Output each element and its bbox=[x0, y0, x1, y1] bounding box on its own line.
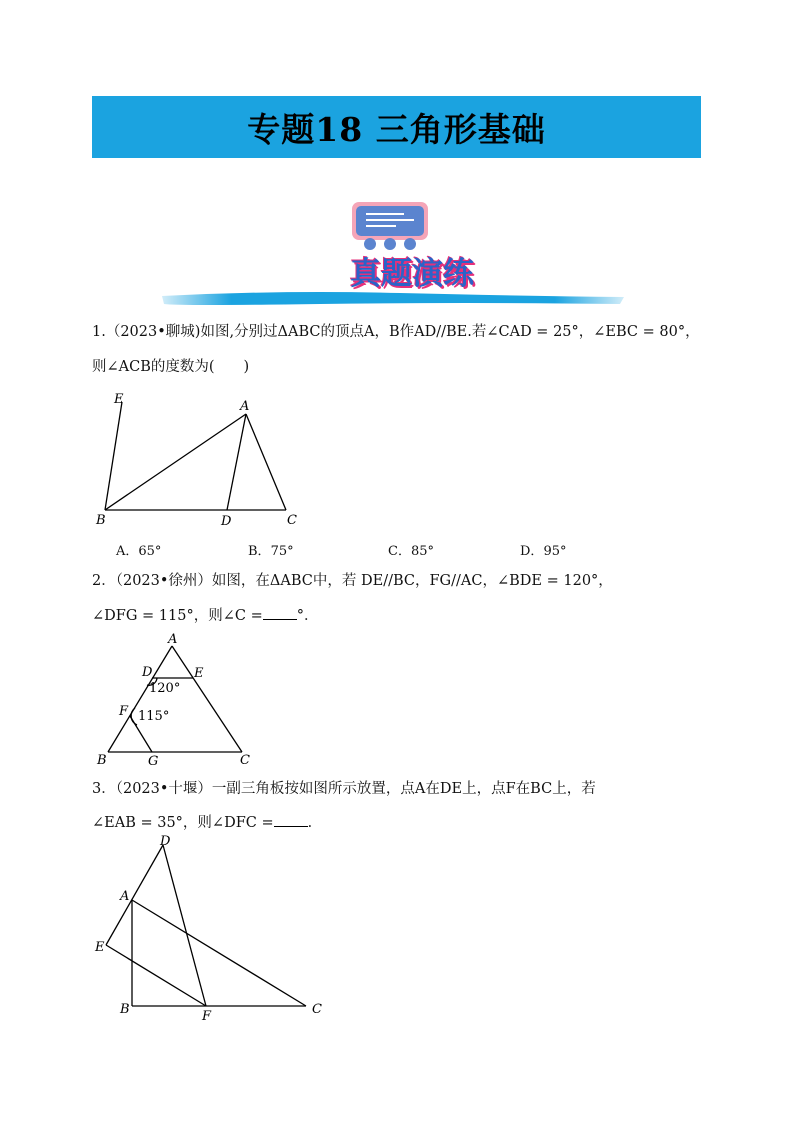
point-label-d: D bbox=[221, 514, 232, 529]
point-label-d: D bbox=[160, 834, 171, 849]
point-label-c: C bbox=[240, 753, 250, 768]
angle-arc-dfg bbox=[131, 708, 137, 725]
question-3-line-1: 3．（2023•十堰）一副三角板按如图所示放置，点A在DE上，点F在BC上，若 bbox=[92, 781, 596, 797]
question-2-line-2: ∠DFG = 115°，则∠C = °． bbox=[92, 605, 318, 626]
line-ad bbox=[227, 414, 246, 510]
figure-1 bbox=[92, 388, 312, 533]
figure-3 bbox=[92, 832, 332, 1022]
point-label-b: B bbox=[120, 1002, 130, 1017]
title-banner bbox=[92, 96, 701, 158]
choice-b[interactable]: B．75° bbox=[248, 544, 294, 559]
section-label: 真题演练 bbox=[350, 256, 474, 292]
choice-d[interactable]: D．95° bbox=[520, 544, 567, 559]
point-label-b: B bbox=[96, 513, 106, 528]
question-3-line-2: ∠EAB = 35°，则∠DFC = ． bbox=[92, 812, 322, 833]
point-label-f: F bbox=[119, 704, 129, 719]
angle-label-120: 120° bbox=[149, 681, 181, 696]
point-label-a: A bbox=[120, 889, 130, 904]
choice-c[interactable]: C．85° bbox=[388, 544, 434, 559]
chat-bubble-icon bbox=[352, 202, 428, 250]
point-label-e: E bbox=[114, 392, 124, 407]
point-label-c: C bbox=[312, 1002, 322, 1017]
line-ac bbox=[132, 900, 306, 1006]
point-label-e: E bbox=[194, 666, 204, 681]
point-label-a: A bbox=[240, 399, 250, 414]
point-label-b: B bbox=[97, 753, 107, 768]
line-de bbox=[106, 845, 163, 945]
question-1-line-2: 则∠ACB的度数为( ) bbox=[92, 359, 250, 375]
question-2-line-1: 2．（2023•徐州）如图，在ΔABC中，若 DE//BC，FG//AC，∠BDE = 120°， bbox=[92, 573, 613, 589]
point-label-d: D bbox=[142, 665, 153, 680]
line-ba bbox=[105, 414, 246, 510]
line-ba bbox=[108, 646, 172, 752]
question-1-line-1: 1.（2023•聊城)如图,分别过ΔABC的顶点A，B作AD//BE.若∠CAD = 25°，∠EBC = 80°， bbox=[92, 324, 700, 340]
line-ac bbox=[246, 414, 286, 510]
line-ef bbox=[106, 945, 206, 1006]
line-ac bbox=[172, 646, 242, 752]
figure-2 bbox=[92, 628, 262, 768]
line-be bbox=[105, 402, 122, 510]
page-title: 专题18 三角形基础 bbox=[247, 109, 546, 149]
section-badge bbox=[160, 196, 630, 314]
brush-stroke bbox=[162, 292, 624, 305]
choice-a[interactable]: A．65° bbox=[116, 544, 162, 559]
point-label-c: C bbox=[287, 513, 297, 528]
point-label-e: E bbox=[95, 940, 105, 955]
point-label-g: G bbox=[148, 754, 159, 768]
point-label-f: F bbox=[202, 1009, 212, 1022]
point-label-a: A bbox=[168, 632, 178, 647]
line-df bbox=[163, 845, 206, 1006]
answer-blank-2[interactable] bbox=[263, 605, 297, 620]
answer-blank-3[interactable] bbox=[274, 812, 308, 827]
angle-label-115: 115° bbox=[138, 709, 170, 724]
